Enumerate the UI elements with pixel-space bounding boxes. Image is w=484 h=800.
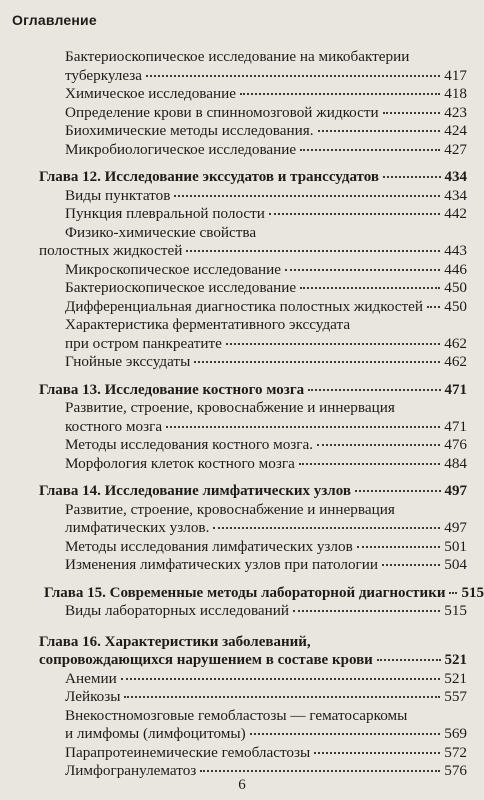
toc-entry-title: Микроскопическое исследование [65, 260, 281, 278]
dot-leader [357, 536, 440, 548]
toc-entry-title: Гнойные экссудаты [65, 353, 191, 370]
toc-entry [0, 279, 484, 298]
toc-entry-title: Глава 14. Исследование лимфатических узлов [39, 483, 351, 499]
toc-page-number: 443 [444, 242, 467, 259]
toc-page-number: 484 [444, 454, 467, 472]
toc-entry-title: Развитие, строение, кровоснабжение и иннервация [65, 399, 395, 416]
toc-page-number: 515 [444, 602, 467, 619]
toc-entry [0, 141, 484, 160]
toc-entry-title: костного мозга [65, 417, 163, 435]
toc-entry [0, 556, 484, 575]
toc-page-number: 423 [444, 103, 467, 121]
dot-leader [213, 517, 440, 529]
toc-entry-title: Развитие, строение, кровоснабжение и иннервация [65, 500, 395, 518]
dot-leader [299, 453, 440, 465]
toc-entry-title: Бактериоскопическое исследование на микобактерии [65, 48, 410, 65]
toc-page-number: 572 [444, 743, 467, 761]
section-gap [0, 621, 484, 633]
dot-leader [377, 649, 441, 661]
toc-page-number: 569 [444, 725, 467, 742]
toc-page-number: 576 [444, 762, 467, 779]
toc-entry-title: Глава 15. Современные методы лабораторной диагностики [44, 584, 446, 601]
toc-entry-title: Анемии [65, 669, 117, 687]
page-header: Оглавление [12, 12, 97, 28]
toc-entry-title: Глава 16. Характеристики заболеваний, [39, 633, 311, 650]
toc-entry-title: Дифференциальная диагностика полостных жидкостей [65, 297, 424, 315]
toc-entry [0, 688, 484, 707]
toc-entry-title: Характеристика ферментативного экссудата [65, 316, 351, 333]
dot-leader [226, 333, 440, 345]
toc-page-number: 515 [461, 584, 484, 601]
toc-entry-title: Лейкозы [65, 688, 121, 705]
toc-page-number: 521 [444, 652, 467, 668]
dot-leader [146, 65, 440, 77]
toc-page-number: 442 [444, 205, 467, 222]
toc-page-number: 504 [444, 556, 467, 573]
toc-page-number: 471 [444, 381, 467, 398]
toc-entry-title: Определение крови в спинномозговой жидкости [65, 103, 379, 121]
toc-entry-title: Морфология клеток костного мозга [65, 454, 295, 472]
toc-page-number: 434 [444, 169, 467, 185]
toc-page-number: 521 [444, 669, 467, 687]
toc-page-number: 471 [444, 417, 467, 435]
page-number: 6 [238, 777, 246, 793]
dot-leader [300, 277, 440, 289]
dot-leader [194, 351, 440, 363]
toc-page-number: 462 [444, 334, 467, 352]
dot-leader [317, 434, 440, 446]
toc-entry-title: Парапротеинемические гемобластозы [65, 743, 311, 761]
toc-entry-title: Глава 13. Исследование костного мозга [39, 381, 305, 398]
toc-entry-title: Лимфогранулематоз [65, 762, 197, 779]
dot-leader [186, 240, 440, 252]
toc-entry [0, 205, 484, 224]
toc-entry-title: Методы исследования костного мозга. [65, 436, 314, 453]
toc-page-number: 497 [444, 483, 467, 499]
toc-entry-title: Методы исследования лимфатических узлов [65, 537, 353, 555]
toc-entry-title: Виды лабораторных исследований [65, 602, 290, 619]
table-of-contents [0, 48, 484, 781]
toc-entry-title: при остром панкреатите [65, 334, 222, 352]
dot-leader [355, 480, 441, 492]
toc-entry-title: Внекостномозговые гемобластозы — гематосаркомы [65, 706, 408, 724]
toc-page-number: 424 [444, 122, 467, 139]
dot-leader [383, 166, 441, 178]
toc-entry-title: Виды пунктатов [65, 186, 171, 204]
toc-entry-title: туберкулеза [65, 66, 143, 84]
toc-entry-title: Микробиологическое исследование [65, 140, 297, 158]
toc-entry-title: лимфатических узлов. [65, 519, 210, 536]
toc-chapter-entry [0, 381, 484, 400]
toc-page-number: 446 [444, 260, 467, 278]
toc-page-number: 434 [444, 186, 467, 204]
toc-page-number: 497 [444, 519, 467, 536]
toc-page-number: 462 [444, 353, 467, 370]
toc-entry-title: Пункция плевральной полости [65, 205, 265, 222]
toc-entry [0, 455, 484, 474]
dot-leader [308, 379, 440, 391]
dot-leader [382, 554, 440, 566]
toc-page-number: 476 [444, 436, 467, 453]
dot-leader [300, 139, 440, 151]
toc-entry-title: Биохимические методы исследования. [65, 122, 314, 139]
toc-entry [0, 602, 484, 621]
dot-leader [124, 686, 440, 698]
dot-leader [383, 102, 441, 114]
toc-page-number: 417 [444, 66, 467, 84]
toc-entry-title: Физико-химические свойства [65, 223, 257, 241]
toc-entry-title: и лимфомы (лимфоцитомы) [65, 725, 246, 742]
dot-leader [269, 203, 440, 215]
dot-leader [314, 742, 440, 754]
toc-page-number: 450 [444, 297, 467, 315]
dot-leader [285, 259, 440, 271]
toc-entry-title: Изменения лимфатических узлов при патологии [65, 556, 379, 573]
dot-leader [293, 600, 440, 612]
dot-leader [121, 668, 441, 680]
toc-chapter-entry [0, 482, 484, 501]
dot-leader [240, 83, 440, 95]
toc-page-number: 557 [444, 688, 467, 705]
toc-entry [0, 353, 484, 372]
section-gap [0, 575, 484, 584]
toc-entry-title: Бактериоскопическое исследование [65, 279, 297, 296]
toc-entry [0, 298, 484, 317]
dot-leader [250, 723, 441, 735]
toc-page-number: 418 [444, 85, 467, 102]
dot-leader [427, 296, 440, 308]
toc-page-number: 450 [444, 279, 467, 296]
toc-entry-title: сопровождающихся нарушением в составе крови [39, 652, 373, 668]
dot-leader [174, 185, 440, 197]
toc-page-number: 501 [444, 537, 467, 555]
toc-entry-title: Глава 12. Исследование экссудатов и транссудатов [39, 169, 379, 185]
toc-entry-title: полостных жидкостей [39, 242, 183, 259]
dot-leader [449, 582, 457, 594]
dot-leader [166, 416, 440, 428]
toc-page-number: 427 [444, 140, 467, 158]
toc-entry-title: Химическое исследование [65, 85, 237, 102]
dot-leader [318, 120, 441, 132]
dot-leader [200, 760, 440, 772]
